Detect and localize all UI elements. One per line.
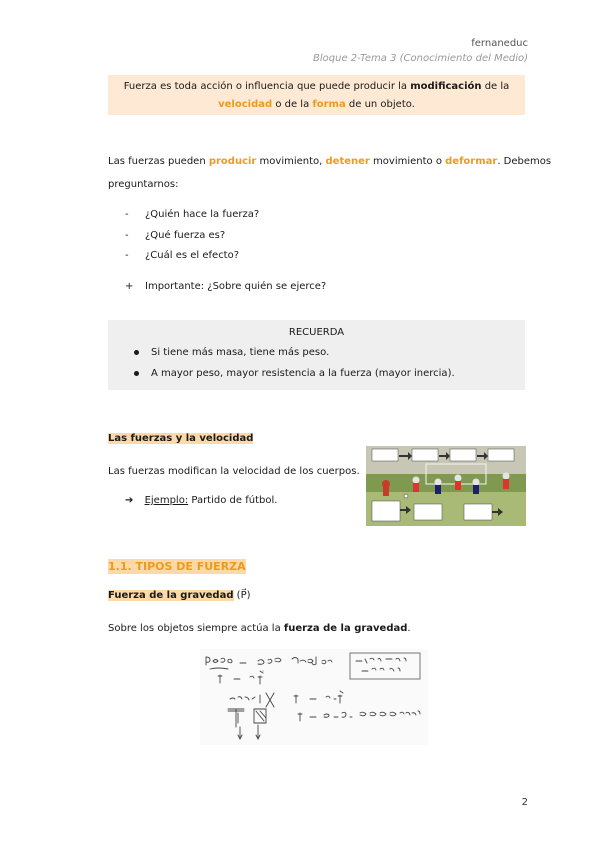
recuerda-item: A mayor peso, mayor resistencia a la fuerza (mayor inercia).	[134, 368, 455, 379]
page-number: 2	[521, 797, 528, 808]
formula-illustration	[200, 649, 428, 745]
velocity-heading: Las fuerzas y la velocidad	[108, 433, 254, 444]
callout-text-4: de un objeto.	[345, 99, 415, 110]
gravity-heading: Fuerza de la gravedad (P⃗)	[108, 590, 251, 601]
header-author: fernaneduc	[471, 38, 528, 49]
example-item	[125, 495, 277, 506]
intro-stop: detener	[325, 156, 370, 167]
intro-text-1: Las fuerzas pueden	[108, 156, 209, 167]
gravity-text: Sobre los objetos siempre actúa la fuerza de la gravedad.	[108, 623, 411, 634]
arrow-right-icon: ➔	[125, 495, 134, 506]
football-photo	[366, 446, 526, 526]
velocity-text: Las fuerzas modifican la velocidad de los cuerpos.	[108, 466, 360, 477]
football-illustration	[366, 446, 526, 526]
callout-bold-modification: modificación	[410, 81, 482, 92]
intro-text-4: . Debemos	[497, 156, 552, 167]
callout-text-2: de la	[481, 81, 510, 92]
example-label: Ejemplo:	[144, 495, 189, 506]
definition-callout	[108, 75, 525, 115]
intro-paragraph	[108, 152, 552, 194]
callout-shape: forma	[312, 99, 346, 110]
section-title: 1.1. TIPOS DE FUERZA	[108, 560, 246, 573]
callout-text-1: Fuerza es toda acción o influencia que puede producir la	[123, 81, 411, 92]
gravity-symbol: (P⃗)	[233, 590, 251, 601]
intro-text-3: movimiento o	[369, 156, 446, 167]
callout-text-3: o de la	[272, 99, 313, 110]
recuerda-title: RECUERDA	[288, 327, 345, 338]
recuerda-item: Si tiene más masa, tiene más peso.	[134, 347, 329, 358]
header-subtitle: Bloque 2-Tema 3 (Conocimiento del Medio)	[313, 53, 528, 64]
bullet-icon	[134, 350, 139, 355]
handwritten-formula-image	[200, 649, 428, 745]
intro-text-2: movimiento,	[256, 156, 326, 167]
bullet-icon	[134, 371, 139, 376]
intro-produce: producir	[208, 156, 257, 167]
intro-deform: deformar	[445, 156, 498, 167]
intro-line-2: preguntarnos:	[108, 179, 179, 190]
example-text: Partido de fútbol.	[188, 495, 278, 506]
callout-velocity: velocidad	[218, 99, 273, 110]
recuerda-box	[108, 320, 525, 390]
